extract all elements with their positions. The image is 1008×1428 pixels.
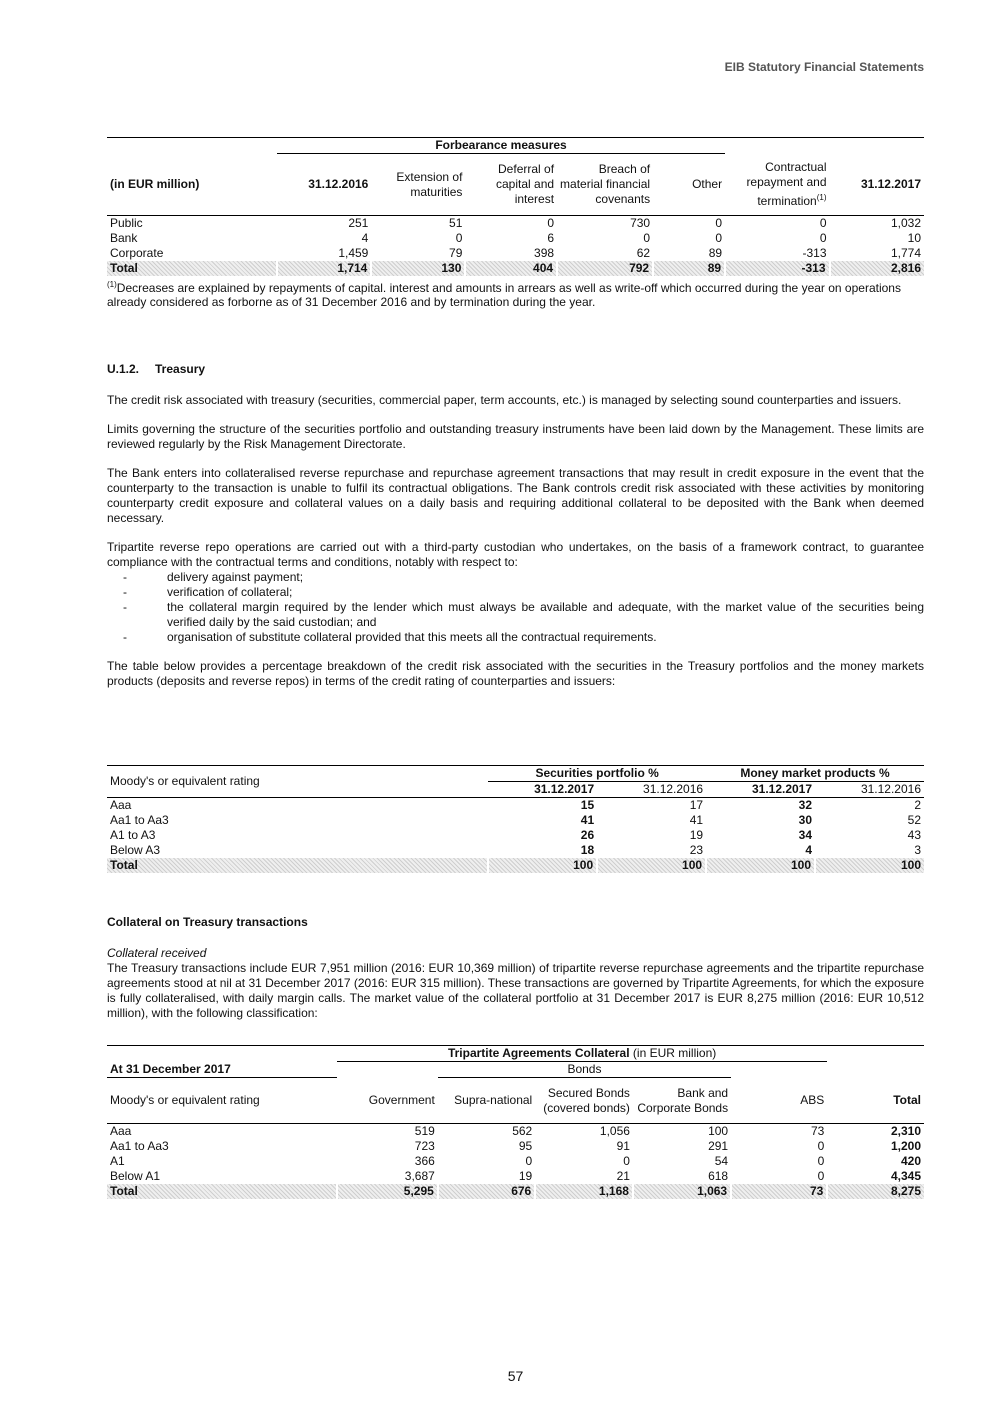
- row-label: Aaa: [110, 1124, 132, 1138]
- row-label: Aa1 to Aa3: [110, 813, 169, 827]
- col-header-2016: 31.12.2016: [308, 177, 369, 191]
- row-label: Public: [110, 216, 143, 230]
- table-cell: 79: [449, 246, 463, 260]
- table-cell: 0: [819, 231, 827, 245]
- year-header: 31.12.2017: [751, 782, 813, 796]
- table-row: [107, 828, 924, 843]
- col-header-unit: (in EUR million): [110, 176, 200, 191]
- row-label: Aaa: [110, 798, 132, 812]
- col-header-contractual: Contractual repayment and termination$^{(1)}$: [746, 159, 827, 208]
- table-cell: 1,032: [890, 216, 921, 230]
- total-cell: 130: [371, 261, 465, 276]
- total-cell: 676: [438, 1184, 535, 1199]
- collateral-subheading: Collateral received: [107, 946, 207, 960]
- table-cell: 51: [449, 216, 463, 230]
- securities-header: Securities portfolio %: [488, 766, 706, 782]
- table-cell: 1,459: [338, 246, 369, 260]
- total-row: [107, 858, 924, 873]
- table-cell: 1,200: [890, 1139, 921, 1153]
- table-cell: 100: [708, 1124, 729, 1138]
- table-cell: 19: [689, 828, 704, 842]
- tripartite-title: Tripartite Agreements Collateral (in EUR million): [337, 1046, 827, 1062]
- table-cell: 4: [805, 843, 813, 857]
- total-cell: 5,295: [337, 1184, 438, 1199]
- running-header: EIB Statutory Financial Statements: [724, 60, 924, 74]
- table-cell: 54: [714, 1154, 729, 1168]
- total-cell: 100: [706, 858, 815, 873]
- year-header: 31.12.2016: [860, 782, 921, 796]
- list-item: - the collateral margin required by the lender which must always be available and adequate, with the market value of the securities being verified daily by the said custodian; and: [123, 600, 924, 629]
- table-cell: 0: [643, 231, 651, 245]
- row-label: Aa1 to Aa3: [110, 1139, 169, 1153]
- tripartite-date-label: At 31 December 2017: [107, 1062, 337, 1078]
- table-cell: 3: [914, 843, 921, 857]
- treasury-paragraph-1: The credit risk associated with treasury (securities, commercial paper, term accounts, etc.) is managed by selecting sound counterparties and issuers.: [107, 393, 902, 407]
- row-label: Below A1: [110, 1169, 161, 1183]
- table-row: [107, 1169, 924, 1184]
- total-cell: 792: [557, 261, 653, 276]
- treasury-paragraph-3: The Bank enters into collateralised reverse repurchase and repurchase agreement transactions that may result in credit exposure in the event that the counterparty to the transaction is unable to fulfil its contractual obligations. The Bank controls credit risk associated with these activities by monitoring counterparty credit exposure and collateral values on a daily basis and requiring additional collateral to be deposited with the Bank when deemed necessary.: [107, 466, 924, 525]
- row-label: Bank: [110, 231, 138, 245]
- table-cell: 62: [636, 246, 651, 260]
- money-market-header: Money market products %: [706, 766, 924, 782]
- table-row: [107, 843, 924, 858]
- forbearance-footnote: $^{(1)}$Decreases are explained by repayments of capital. interest and amounts in arrears as well as write-off which occurred during the year on operations already considered as forborne as of 31 December 2016 and by termination during the year.: [107, 280, 901, 309]
- row-label: Below A3: [110, 843, 161, 857]
- col-header-government: Government: [368, 1092, 435, 1107]
- page-number: 57: [507, 1368, 524, 1384]
- collateral-heading: Collateral on Treasury transactions: [107, 915, 308, 929]
- table-cell: 562: [512, 1124, 533, 1138]
- col-header-abs: ABS: [800, 1092, 825, 1107]
- table-cell: 91: [616, 1139, 630, 1153]
- table-row: [107, 813, 924, 828]
- total-cell: -313: [725, 261, 829, 276]
- col-header-total: Total: [893, 1092, 921, 1107]
- row-label: A1 to A3: [110, 828, 156, 842]
- year-header: 31.12.2016: [643, 782, 704, 796]
- treasury-paragraph-5: The table below provides a percentage breakdown of the credit risk associated with the securities in the Treasury portfolios and the money markets products (deposits and reverse repos) in terms of the credit rating of counterparties and issuers:: [107, 659, 924, 688]
- total-row: [107, 1184, 924, 1199]
- table-cell: 32: [798, 798, 813, 812]
- col-header-extension: Extension of maturities: [396, 169, 463, 199]
- total-cell: 8,275: [827, 1184, 924, 1199]
- table-cell: 3,687: [404, 1169, 435, 1183]
- table-cell: 18: [580, 843, 595, 857]
- total-cell: 404: [465, 261, 557, 276]
- list-item: - verification of collateral;: [123, 585, 293, 599]
- table-cell: 0: [819, 216, 827, 230]
- col-header-deferral: Deferral of capital and interest: [496, 162, 555, 206]
- total-cell: 1,063: [633, 1184, 731, 1199]
- collateral-paragraph: The Treasury transactions include EUR 7,951 million (2016: EUR 10,369 million) of tripartite reverse repurchase agreements and the tripartite repurchase agreements stood at nil at 31 December 2017 (2016: EUR 315 million). These transactions are governed by Tripartite Agreements, for which the exposure is fully collateralised, with daily margin calls. The market value of the collateral portfolio at 31 December 2017 is EUR 8,275 million (2016: EUR 10,512 million), with the following classification:: [107, 961, 924, 1020]
- table-cell: 0: [817, 1139, 825, 1153]
- table-cell: 30: [798, 813, 813, 827]
- table-cell: 17: [689, 798, 704, 812]
- rating-table: [107, 765, 924, 873]
- total-label: Total: [107, 1184, 337, 1199]
- table-row: [107, 1124, 924, 1140]
- tripartite-label-header: Moody's or equivalent rating: [110, 1093, 260, 1107]
- table-cell: 2,310: [890, 1124, 921, 1138]
- table-cell: 420: [900, 1154, 921, 1168]
- table-row: [107, 1139, 924, 1154]
- forbearance-title: Forbearance measures: [277, 138, 725, 154]
- table-cell: 618: [708, 1169, 729, 1183]
- total-cell: 100: [597, 858, 706, 873]
- table-cell: 26: [580, 828, 595, 842]
- table-cell: 0: [715, 231, 723, 245]
- col-header-secured: Secured Bonds (covered bonds): [543, 1085, 630, 1115]
- table-cell: 398: [534, 246, 555, 260]
- treasury-section: [107, 362, 924, 689]
- table-cell: 34: [798, 828, 813, 842]
- table-cell: 6: [547, 231, 555, 245]
- table-cell: 0: [817, 1169, 825, 1183]
- section-title: Treasury: [155, 362, 206, 376]
- total-cell: 1,168: [535, 1184, 633, 1199]
- table-cell: 19: [518, 1169, 533, 1183]
- table-row: [107, 216, 924, 232]
- row-label: A1: [110, 1154, 125, 1168]
- total-cell: 89: [653, 261, 725, 276]
- table-cell: -313: [802, 246, 827, 260]
- collateral-section: [107, 915, 924, 1021]
- total-row: [107, 261, 924, 276]
- treasury-bullets: [107, 570, 924, 645]
- table-cell: 0: [547, 216, 555, 230]
- table-cell: 4: [361, 231, 369, 245]
- table-cell: 0: [715, 216, 723, 230]
- bonds-group-header: Bonds: [438, 1062, 731, 1078]
- table-cell: 43: [907, 828, 921, 842]
- total-cell: 100: [488, 858, 597, 873]
- forbearance-table: [107, 137, 924, 276]
- table-cell: 41: [580, 813, 595, 827]
- table-cell: 15: [580, 798, 595, 812]
- tripartite-table: [107, 1045, 924, 1199]
- table-cell: 1,774: [890, 246, 921, 260]
- table-cell: 0: [817, 1154, 825, 1168]
- col-header-breach: Breach of material financial covenants: [560, 162, 651, 206]
- tripartite-section: [107, 1045, 924, 1199]
- total-cell: 100: [815, 858, 924, 873]
- col-header-supra: Supra-national: [454, 1093, 533, 1107]
- table-cell: 52: [907, 813, 921, 827]
- total-cell: 1,714: [277, 261, 371, 276]
- table-row: [107, 798, 924, 814]
- section-number: U.1.2.: [107, 362, 140, 376]
- year-header: 31.12.2017: [534, 782, 595, 796]
- table-row: [107, 1154, 924, 1169]
- table-cell: 21: [616, 1169, 630, 1183]
- table-cell: 1,056: [599, 1124, 630, 1138]
- total-cell: 2,816: [830, 261, 925, 276]
- table-cell: 730: [630, 216, 651, 230]
- table-cell: 23: [689, 843, 704, 857]
- table-cell: 366: [414, 1154, 435, 1168]
- rating-section: [107, 765, 924, 873]
- list-item: - delivery against payment;: [123, 570, 304, 584]
- table-cell: 89: [708, 246, 723, 260]
- total-label: Total: [107, 261, 277, 276]
- treasury-paragraph-2: Limits governing the structure of the securities portfolio and outstanding treasury instruments have been laid down by the Management. These limits are reviewed regularly by the Risk Management Directorate.: [107, 422, 924, 451]
- treasury-heading: [107, 362, 924, 377]
- col-header-other: Other: [692, 177, 723, 191]
- rating-label-header: Moody's or equivalent rating: [107, 766, 488, 798]
- table-cell: 4,345: [890, 1169, 921, 1183]
- table-cell: 95: [518, 1139, 533, 1153]
- table-cell: 41: [689, 813, 704, 827]
- col-header-2017: 31.12.2017: [860, 176, 921, 191]
- col-header-bank-corp: Bank and Corporate Bonds: [637, 1085, 729, 1115]
- table-cell: 73: [810, 1124, 825, 1138]
- table-cell: 0: [623, 1154, 630, 1168]
- table-cell: 723: [414, 1139, 435, 1153]
- table-cell: 10: [907, 231, 921, 245]
- table-cell: 519: [414, 1124, 435, 1138]
- table-cell: 291: [708, 1139, 729, 1153]
- table-cell: 2: [914, 798, 921, 812]
- table-cell: 251: [348, 216, 369, 230]
- list-item: - organisation of substitute collateral provided that this meets all the contractual requirements.: [123, 630, 657, 644]
- table-cell: 0: [455, 231, 463, 245]
- table-row: [107, 246, 924, 261]
- row-label: Corporate: [110, 246, 164, 260]
- total-label: Total: [107, 858, 488, 873]
- table-cell: 0: [525, 1154, 533, 1168]
- total-cell: 73: [731, 1184, 827, 1199]
- forbearance-section: [107, 137, 924, 309]
- treasury-paragraph-4: Tripartite reverse repo operations are carried out with a third-party custodian who undertakes, on the basis of a framework contract, to guarantee compliance with the contractual terms and conditions, notably with respect to:: [107, 540, 924, 569]
- table-row: [107, 231, 924, 246]
